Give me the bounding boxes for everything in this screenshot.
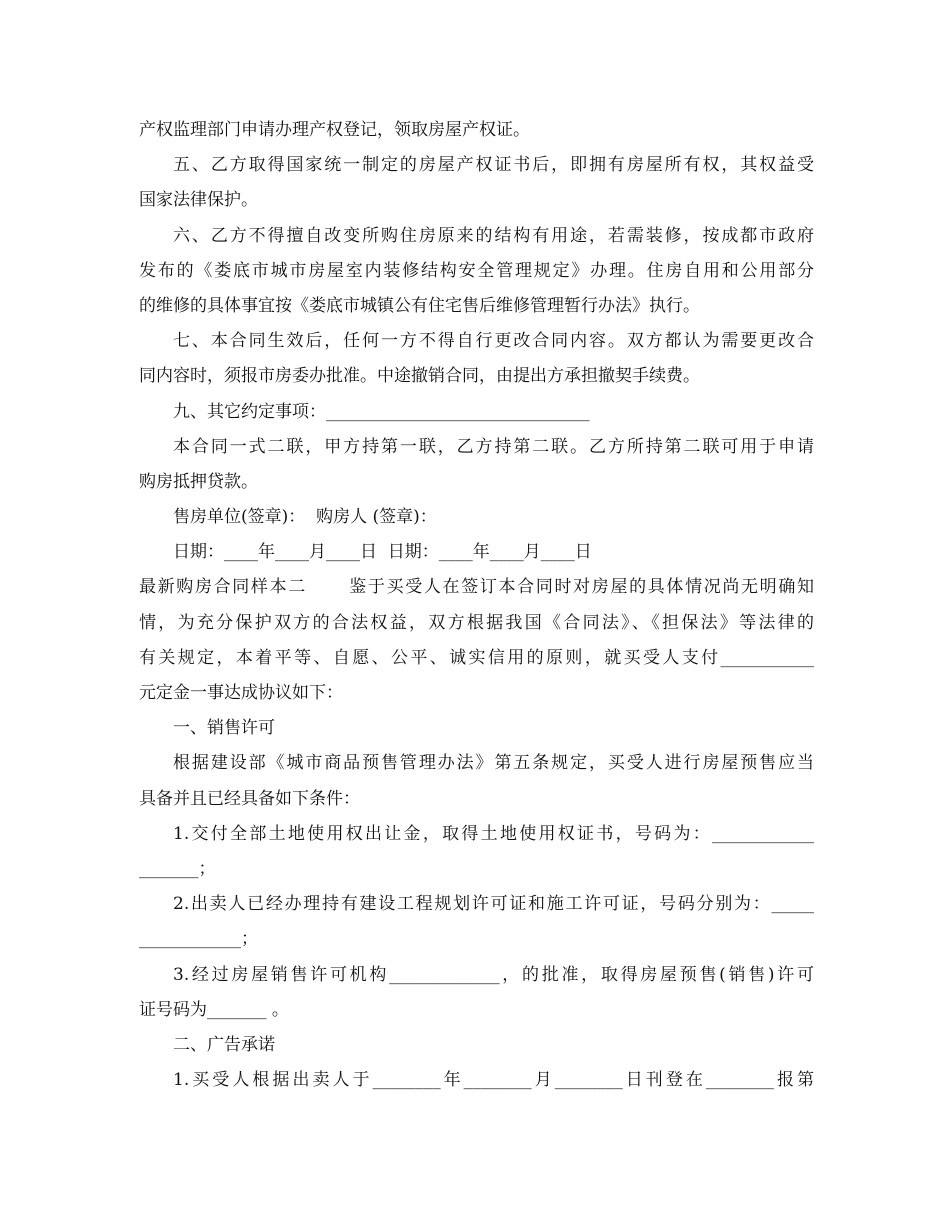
text-line: ____________； — [139, 929, 258, 950]
document-body — [139, 113, 814, 1098]
text-line: 有关规定，本着平等、自愿、公平、诚实信用的原则，就买受人支付___________ — [139, 647, 814, 668]
text-line: 发布的《娄底市城市房屋室内装修结构安全管理规定》办理。住房自用和公用部分 — [139, 260, 814, 281]
text-line: 情，为充分保护双方的合法权益，双方根据我国《合同法》、《担保法》等法律的 — [139, 612, 814, 633]
condition-3-line: 3.经过房屋销售许可机构_____________，的批准，取得房屋预售(销售)许可 — [173, 964, 814, 985]
condition-1-line: 1.交付全部土地使用权出让金，取得土地使用权证书，号码为：____________ — [173, 823, 814, 844]
text-line: _______； — [139, 858, 216, 879]
text-line: 产权监理部门申请办理产权登记，领取房屋产权证。 — [139, 120, 530, 140]
section-heading: 二、广告承诺 — [173, 1034, 275, 1055]
text-line: 元定金一事达成协议如下： — [139, 683, 343, 703]
text-line: 的维修的具体事宜按《娄底市城镇公有住宅售后维修管理暂行办法》执行。 — [139, 295, 700, 316]
text-line: 同内容时，须报市房委办批准。中途撤销合同，由提出方承担撤契手续费。 — [139, 366, 700, 387]
text-line: 购房抵押贷款。 — [139, 471, 258, 492]
condition-2-line: 2.出卖人已经办理持有建设工程规划许可证和施工许可证，号码分别为：_____ — [173, 894, 814, 915]
copies-line: 本合同一式二联，甲方持第一联，乙方持第二联。乙方所持第二联可用于申请 — [173, 436, 814, 457]
date-line: 日期：____年____月____日 日期：____年____月____日 — [173, 542, 592, 563]
clause-7-line: 七、本合同生效后，任何一方不得自行更改合同内容。双方都认为需要更改合 — [173, 331, 814, 352]
text-line: 证号码为_______ 。 — [139, 999, 289, 1020]
clause-5-line: 五、乙方取得国家统一制定的房屋产权证书后，即拥有房屋所有权，其权益受 — [173, 155, 814, 176]
clause-9-line: 九、其它约定事项：_______________________________ — [173, 401, 590, 422]
text-line: 根据建设部《城市商品预售管理办法》第五条规定，买受人进行房屋预售应当 — [173, 753, 814, 774]
clause-6-line: 六、乙方不得擅自改变所购住房原来的结构有用途，若需装修，按成都市政府 — [173, 225, 814, 246]
text-line: 具备并且已经具备如下条件： — [139, 788, 360, 809]
sample-two-heading-line: 最新购房合同样本二 鉴于买受人在签订本合同时对房屋的具体情况尚无明确知 — [139, 577, 814, 598]
text-line: 国家法律保护。 — [139, 190, 258, 211]
section-heading: 一、销售许可 — [173, 718, 275, 739]
advertising-clause-line: 1.买受人根据出卖人于________年________月________日刊登在________报第 — [173, 1070, 814, 1091]
signature-line: 售房单位(签章)： 购房人 (签章)： — [173, 507, 437, 528]
